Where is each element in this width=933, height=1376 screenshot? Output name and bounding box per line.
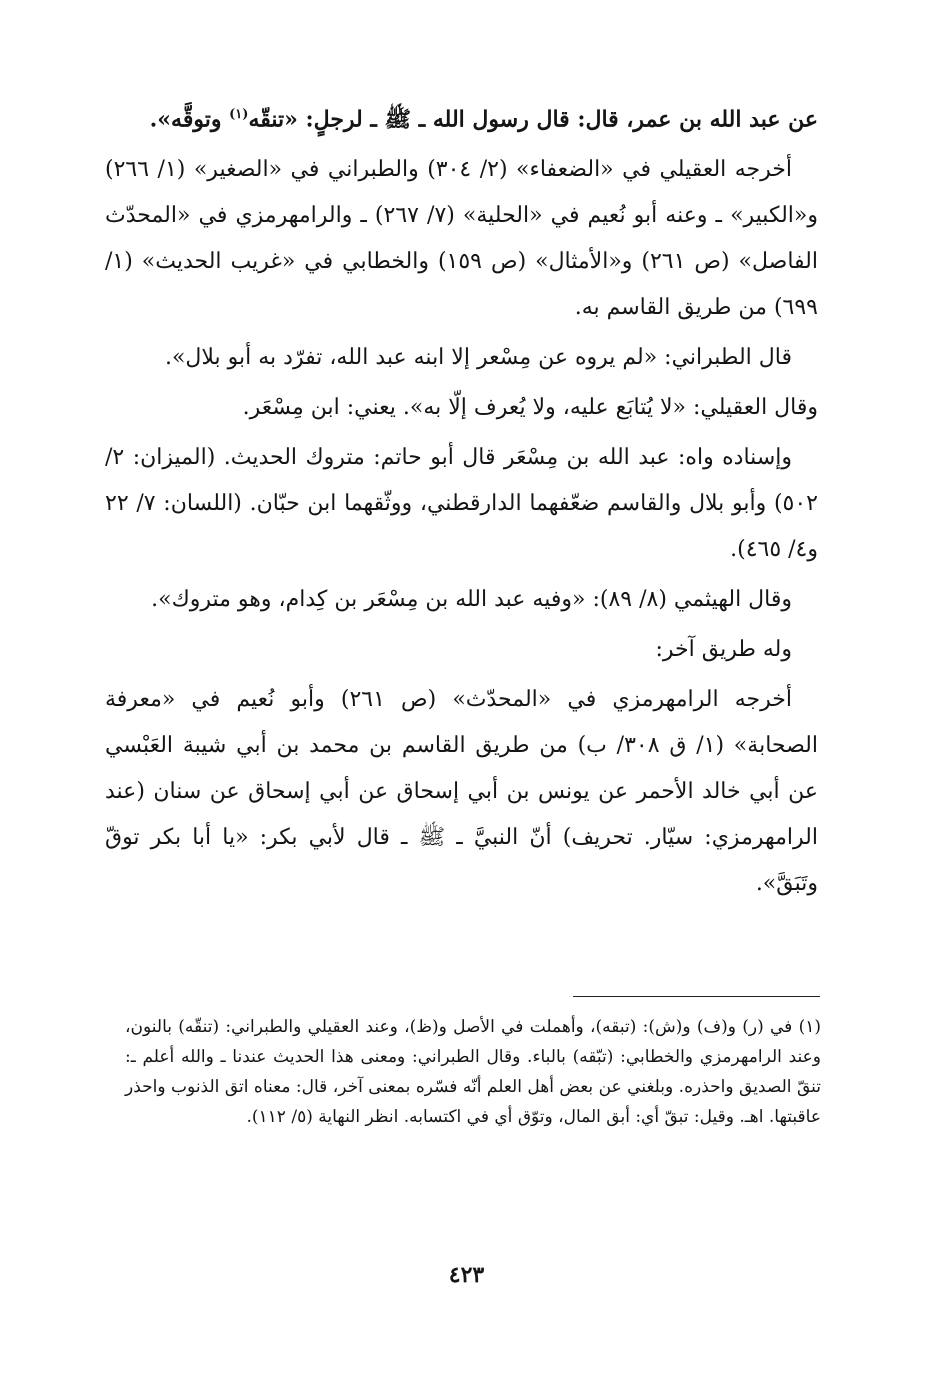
hadith-text-end: وتوقَّه». (149, 106, 230, 133)
hadith-paragraph (105, 92, 818, 143)
main-text (105, 92, 818, 911)
hadith-text: عن عبد الله بن عمر، قال: قال رسول الله ـ ﷺ ـ لرجلٍ: «تنقّه (248, 106, 818, 133)
isnad-paragraph: وإسناده واه: عبد الله بن مِسْعَر قال أبو حاتم: متروك الحديث. (الميزان: ٢/ ٥٠٢) وأبو بلال والقاسم ضعّفهما الدارقطني، ووثّقهما ابن حبّان. (اللسان: ٧/ ٢٢ و٤/ ٤٦٥). (105, 445, 818, 563)
takhrij-paragraph: أخرجه العقيلي في «الضعفاء» (٢/ ٣٠٤) والطبراني في «الصغير» (١/ ٢٦٦) و«الكبير» ـ وعنه أبو نُعيم في «الحلية» (٧/ ٢٦٧) ـ والرامهرمزي في «المحدّث الفاصل» (ص ٢٦١) و«الأمثال» (ص ١٥٩) والخطابي في «غريب الحديث» (١/ ٦٩٩) من طريق القاسم به. (105, 157, 819, 321)
footnotes (125, 1012, 821, 1132)
footnote-marker: (١) (229, 107, 249, 122)
other-route-heading: وله طريق آخر: (655, 637, 792, 663)
uqayli-quote: وقال العقيلي: «لا يُتابَع عليه، ولا يُعرف إلّا به». يعني: ابن مِسْعَر. (242, 395, 818, 421)
page-number: ٤٢٣ (448, 1262, 485, 1288)
footnote-divider (573, 996, 820, 997)
footnote-1: (١) في (ر) و(ف) و(ش): (تبقه)، وأهملت في الأصل و(ظ)، وعند العقيلي والطبراني: (تنقّه) بالنون، وعند الرامهرمزي والخطابي: (تبّقه) بالباء. وقال الطبراني: ومعنى هذا الحديث عندنا ـ والله أعلم ـ: تنقّ الصديق واحذره. وبلغني عن بعض أهل العلم أنّه فسّره بمعنى آخر، قال: معناه اتق الذنوب واحذر عاقبتها. اهـ. وقيل: تبقّ أي: أبق المال، وتوّق أي في اكتسابه. انظر النهاية (٥/ ١١٢). (125, 1017, 821, 1127)
other-route-paragraph: أخرجه الرامهرمزي في «المحدّث» (ص ٢٦١) وأبو نُعيم في «معرفة الصحابة» (١/ ق ٣٠٨/ ب) من طريق القاسم بن محمد بن أبي شيبة العَبْسي عن أبي خالد الأحمر عن يونس بن أبي إسحاق عن أبي إسحاق عن سنان (عند الرامهرمزي: سيّار. تحريف) أنّ النبيَّ ـ ﷺ ـ قال لأبي بكر: «يا أبا بكر توقّ وتَبَقَّ». (105, 687, 818, 897)
tabarani-quote: قال الطبراني: «لم يروه عن مِسْعر إلا ابنه عبد الله، تفرّد به أبو بلال». (164, 345, 792, 371)
haythami-quote: وقال الهيثمي (٨/ ٨٩): «وفيه عبد الله بن مِسْعَر بن كِدام، وهو متروك». (151, 587, 792, 613)
